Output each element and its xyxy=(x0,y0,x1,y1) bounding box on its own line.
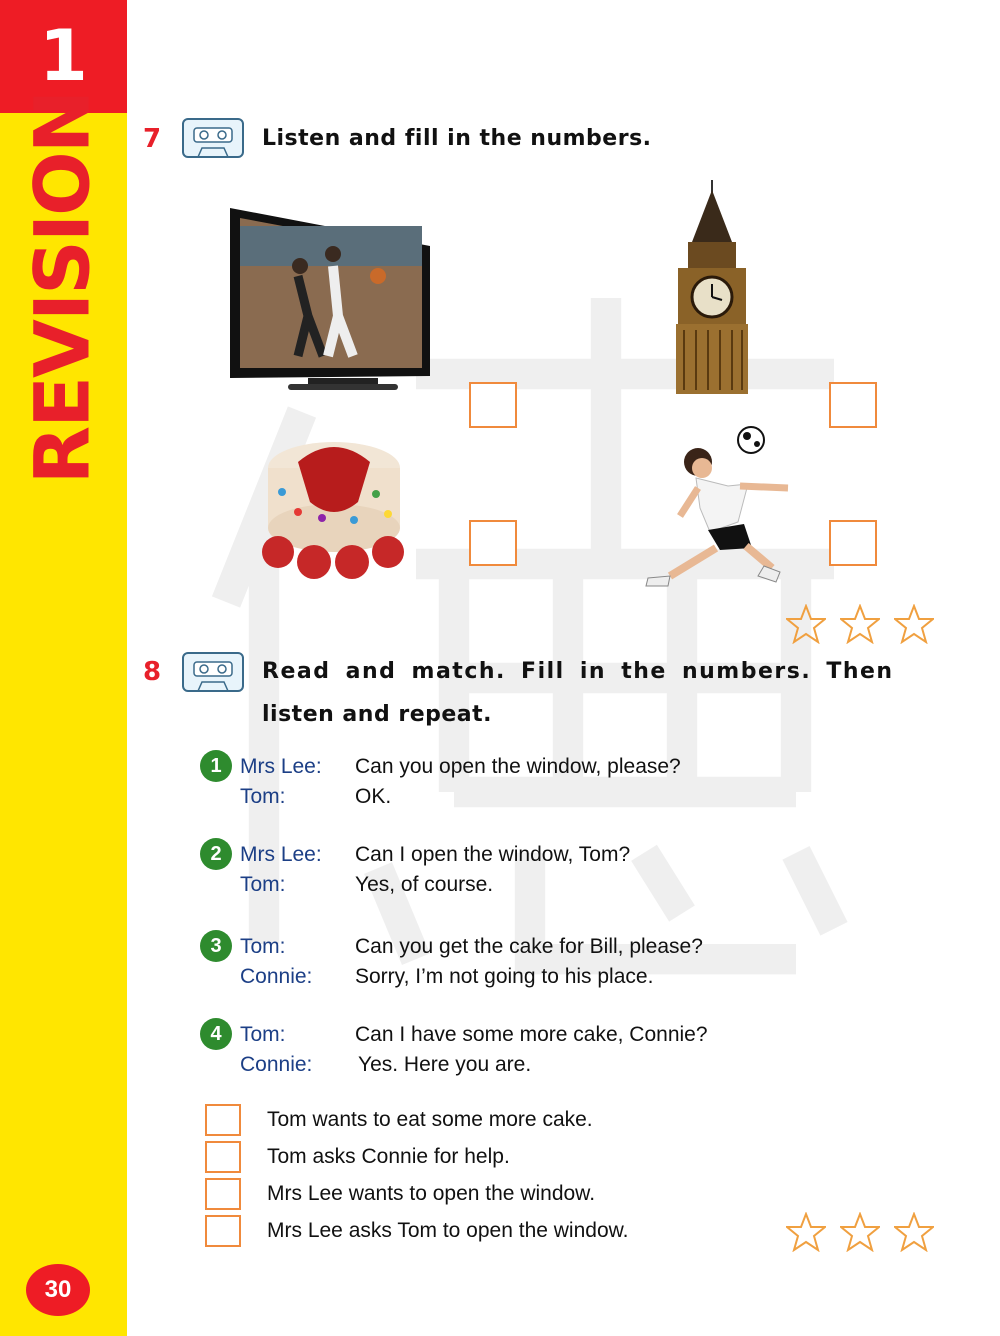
dialogue-line: Can you open the window, please? xyxy=(355,755,681,778)
star-icon[interactable] xyxy=(840,1212,880,1252)
exercise-8-instruction-line2: listen and repeat. xyxy=(262,702,493,727)
speaker: Connie: xyxy=(240,1053,313,1076)
dialogue-line: Can I have some more cake, Connie? xyxy=(355,1023,708,1046)
dialogue-line: Can I open the window, Tom? xyxy=(355,843,631,866)
star-icon[interactable] xyxy=(894,604,934,644)
star-icon[interactable] xyxy=(894,1212,934,1252)
exercise-7-number: 7 xyxy=(143,124,162,154)
speaker: Mrs Lee: xyxy=(240,843,322,866)
list-item xyxy=(205,1101,628,1138)
statement-text: Tom wants to eat some more cake. xyxy=(267,1107,593,1131)
dialogue-line: Yes. Here you are. xyxy=(358,1053,532,1076)
exercise-8-instruction-line1: Read and match. Fill in the numbers. Then xyxy=(262,659,894,684)
star-icon[interactable] xyxy=(786,1212,826,1252)
cake-picture xyxy=(258,432,410,582)
dialogue-number: 3 xyxy=(200,930,232,962)
speaker: Connie: xyxy=(240,965,313,988)
speaker: Mrs Lee: xyxy=(240,755,322,778)
tv-basketball-picture xyxy=(228,206,432,392)
dialogue-line: Can you get the cake for Bill, please? xyxy=(355,935,703,958)
statement-text: Mrs Lee asks Tom to open the window. xyxy=(267,1218,629,1242)
dialogue-1 xyxy=(200,752,681,812)
list-item xyxy=(205,1212,628,1249)
dialogue-number: 2 xyxy=(200,838,232,870)
rating-stars-7 xyxy=(786,604,934,644)
page-number: 30 xyxy=(26,1264,90,1316)
exercise-8-number: 8 xyxy=(143,657,162,687)
dialogue-line: Yes, of course. xyxy=(355,873,494,896)
dialogue-line: Sorry, I’m not going to his place. xyxy=(355,965,654,988)
dialogue-3 xyxy=(200,932,703,992)
cassette-icon[interactable] xyxy=(180,650,246,694)
exercise-7-instruction: Listen and fill in the numbers. xyxy=(262,126,652,151)
match-answer-box[interactable] xyxy=(205,1141,241,1173)
statement-text: Tom asks Connie for help. xyxy=(267,1144,510,1168)
list-item xyxy=(205,1138,628,1175)
revision-label: REVISION xyxy=(17,91,107,485)
answer-box-tv[interactable] xyxy=(469,382,517,428)
dialogue-4 xyxy=(200,1020,708,1080)
dialogue-2 xyxy=(200,840,630,900)
list-item xyxy=(205,1175,628,1212)
big-ben-picture xyxy=(674,180,750,394)
boy-football-picture xyxy=(640,426,802,590)
match-answer-box[interactable] xyxy=(205,1104,241,1136)
star-icon[interactable] xyxy=(786,604,826,644)
answer-box-big-ben[interactable] xyxy=(829,382,877,428)
speaker: Tom: xyxy=(240,1023,286,1046)
cassette-icon[interactable] xyxy=(180,116,246,160)
star-icon[interactable] xyxy=(840,604,880,644)
unit-number: 1 xyxy=(0,0,127,113)
speaker: Tom: xyxy=(240,935,286,958)
match-answer-box[interactable] xyxy=(205,1178,241,1210)
answer-box-cake[interactable] xyxy=(469,520,517,566)
match-answer-box[interactable] xyxy=(205,1215,241,1247)
dialogue-line: OK. xyxy=(355,785,392,808)
rating-stars-8 xyxy=(786,1212,934,1252)
matching-list xyxy=(205,1101,628,1249)
answer-box-football[interactable] xyxy=(829,520,877,566)
dialogue-number: 4 xyxy=(200,1018,232,1050)
statement-text: Mrs Lee wants to open the window. xyxy=(267,1181,596,1205)
speaker: Tom: xyxy=(240,873,286,896)
speaker: Tom: xyxy=(240,785,286,808)
dialogue-number: 1 xyxy=(200,750,232,782)
